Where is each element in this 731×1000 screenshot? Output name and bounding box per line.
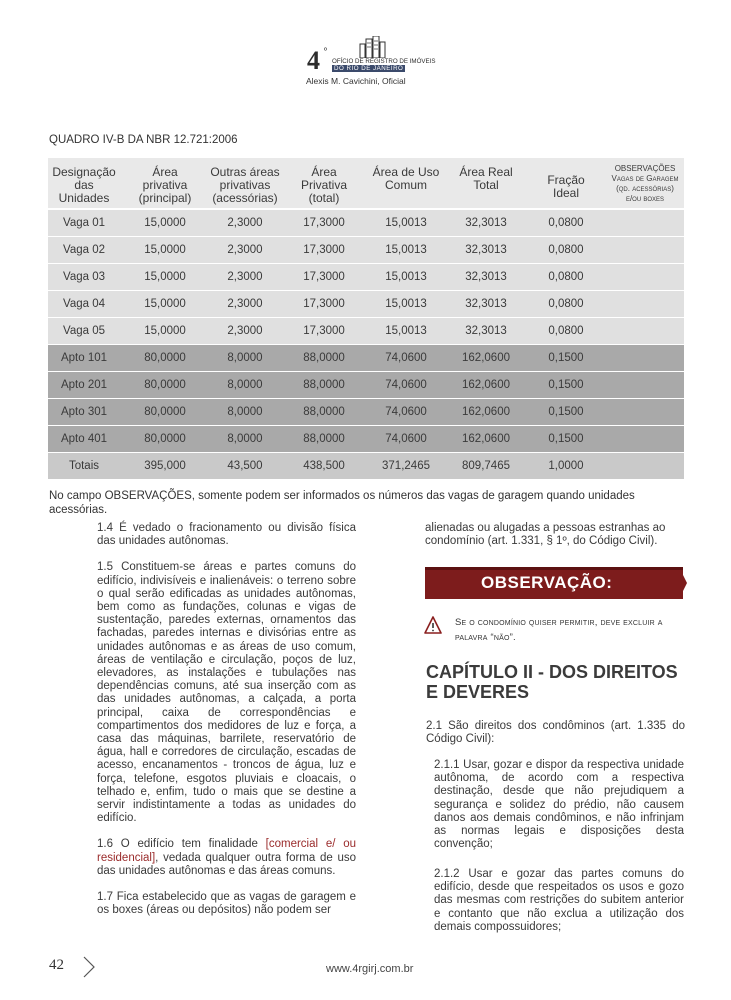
logo-ordinal: º <box>324 46 327 55</box>
cell-unit: Apto 201 <box>60 379 108 391</box>
cell-area-privativa-total: 88,0000 <box>303 433 345 445</box>
table-row <box>48 372 684 399</box>
cell-fracao-ideal: 0,0800 <box>548 271 584 283</box>
cell-outras-areas: 8,0000 <box>227 433 263 445</box>
paragraph-1-7-continuation: alienadas ou alugadas a pessoas estranhas ao condomínio (art. 1.331, § 1º, do Código Civil). <box>425 522 666 548</box>
cell-unit: Apto 101 <box>60 352 108 364</box>
cell-fracao-ideal: 1,0000 <box>548 460 584 472</box>
cell-area-privativa-total: 17,3000 <box>303 244 345 256</box>
cell-area-real-total: 32,3013 <box>465 244 507 256</box>
logo-tagline: Alexis M. Cavichini, Oficial <box>306 76 406 86</box>
cell-outras-areas: 8,0000 <box>227 379 263 391</box>
cell-unit: Totais <box>68 460 100 472</box>
cell-area-privativa: 15,0000 <box>144 325 186 337</box>
cell-area-real-total: 809,7465 <box>462 460 510 472</box>
cell-unit: Apto 401 <box>60 433 108 445</box>
cell-area-privativa: 80,0000 <box>144 406 186 418</box>
cell-area-real-total: 162,0600 <box>462 379 510 391</box>
table-note: No campo OBSERVAÇÕES, somente podem ser informados os números das vagas de garagem quando unidades acessórias. <box>49 490 635 516</box>
cell-area-uso-comum: 74,0600 <box>385 433 427 445</box>
table-row <box>48 210 684 237</box>
cell-unit: Vaga 05 <box>63 325 105 337</box>
cell-unit: Vaga 03 <box>63 271 105 283</box>
logo-number: 4 <box>307 46 320 75</box>
cell-fracao-ideal: 0,1500 <box>548 352 584 364</box>
cell-area-privativa: 80,0000 <box>144 433 186 445</box>
paragraph-2-1-1: 2.1.1 Usar, gozar e dispor da respectiva unidade autônoma, de acordo com a respectiva destinação, desde que não prejudiquem a segurança e solidez do prédio, não causem danos aos demais condôminos, e não infrinjam as normas legais e disposições desta convenção; <box>434 759 684 851</box>
header-outras-areas: Outras áreas privativas (acessórias) <box>210 165 280 205</box>
paragraph-2-1-2: 2.1.2 Usar e gozar das partes comuns do edifício, desde que respeitados os usos e gozo das mesmas com restrições do subitem anterior e contanto que não exclua a utilização dos demais compossuidores; <box>434 868 684 933</box>
cell-unit: Vaga 01 <box>63 217 105 229</box>
observacao-banner-label: OBSERVAÇÃO: <box>481 573 613 592</box>
table-row <box>48 291 684 318</box>
header-area-privativa: Área privativa (principal) <box>138 165 192 205</box>
table-header-row <box>48 158 684 210</box>
cell-area-privativa-total: 88,0000 <box>303 406 345 418</box>
warning-text: Se o condomínio quiser permitir, deve excluir a palavra “não”. <box>455 617 663 643</box>
cell-fracao-ideal: 0,0800 <box>548 325 584 337</box>
paragraph-1-7: 1.7 Fica estabelecido que as vagas de garagem e os boxes (áreas ou depósitos) não podem ser <box>97 891 356 917</box>
cell-fracao-ideal: 0,0800 <box>548 217 584 229</box>
cell-unit: Vaga 04 <box>63 298 105 310</box>
cell-area-privativa: 15,0000 <box>144 298 186 310</box>
chapter-title: CAPÍTULO II - DOS DIREITOS E DEVERES <box>426 662 678 702</box>
cell-area-real-total: 162,0600 <box>462 406 510 418</box>
paragraph-1-4: 1.4 É vedado o fracionamento ou divisão física das unidades autônomas. <box>97 522 356 548</box>
observacao-banner <box>425 567 683 599</box>
logo-line1: OFÍCIO DE REGISTRO DE IMÓVEIS <box>332 58 436 65</box>
cell-area-privativa-total: 17,3000 <box>303 298 345 310</box>
chevron-right-icon <box>82 955 96 979</box>
cell-fracao-ideal: 0,0800 <box>548 298 584 310</box>
footer-website: www.4rgirj.com.br <box>326 963 414 975</box>
cell-area-uso-comum: 74,0600 <box>385 406 427 418</box>
cell-outras-areas: 2,3000 <box>227 271 263 283</box>
cell-area-privativa: 395,000 <box>144 460 186 472</box>
header-area-real-total: Área Real Total <box>459 165 513 192</box>
logo-line2: DO RIO DE JANEIRO <box>334 65 404 72</box>
cell-fracao-ideal: 0,1500 <box>548 433 584 445</box>
cell-area-privativa-total: 17,3000 <box>303 271 345 283</box>
cell-outras-areas: 2,3000 <box>227 217 263 229</box>
table-row <box>48 318 684 345</box>
units-table <box>48 158 684 480</box>
header-designacao: Designação das Unidades <box>52 165 116 205</box>
cell-area-privativa-total: 88,0000 <box>303 352 345 364</box>
cell-area-privativa-total: 17,3000 <box>303 217 345 229</box>
finalidade-placeholder: [comercial e/ ou residencial] <box>97 838 356 864</box>
paragraph-2-1: 2.1 São direitos dos condôminos (art. 1.335 do Código Civil): <box>426 720 685 746</box>
cell-outras-areas: 2,3000 <box>227 298 263 310</box>
cell-area-real-total: 32,3013 <box>465 217 507 229</box>
cell-outras-areas: 8,0000 <box>227 352 263 364</box>
cell-area-real-total: 162,0600 <box>462 433 510 445</box>
cell-area-uso-comum: 371,2465 <box>382 460 430 472</box>
cell-area-uso-comum: 15,0013 <box>385 217 427 229</box>
registry-logo <box>300 36 436 88</box>
cell-area-uso-comum: 74,0600 <box>385 352 427 364</box>
cell-area-uso-comum: 15,0013 <box>385 298 427 310</box>
table-row <box>48 264 684 291</box>
header-fracao-ideal: Fração Ideal <box>547 173 585 200</box>
cell-outras-areas: 8,0000 <box>227 406 263 418</box>
cell-unit: Vaga 02 <box>63 244 105 256</box>
cell-fracao-ideal: 0,1500 <box>548 379 584 391</box>
header-observacoes: OBSERVAÇÕES Vagas de Garagem (qd. acessórias) e/ou boxes <box>611 164 679 203</box>
cell-area-privativa: 15,0000 <box>144 244 186 256</box>
cell-unit: Apto 301 <box>60 406 108 418</box>
cell-area-privativa-total: 17,3000 <box>303 325 345 337</box>
cell-outras-areas: 2,3000 <box>227 325 263 337</box>
cell-area-privativa: 80,0000 <box>144 379 186 391</box>
table-row <box>48 237 684 264</box>
building-icon <box>358 36 386 58</box>
table-body <box>48 210 684 480</box>
cell-fracao-ideal: 0,1500 <box>548 406 584 418</box>
warning-icon <box>424 616 442 634</box>
cell-area-real-total: 32,3013 <box>465 271 507 283</box>
cell-outras-areas: 2,3000 <box>227 244 263 256</box>
table-row <box>48 426 684 453</box>
cell-area-uso-comum: 74,0600 <box>385 379 427 391</box>
cell-area-privativa: 80,0000 <box>144 352 186 364</box>
page-number: 42 <box>49 957 64 973</box>
paragraph-1-6: 1.6 O edifício tem finalidade [comercial e/ ou residencial], vedada qualquer outra forma de uso das unidades autônomas e das áreas comuns. <box>97 838 356 877</box>
cell-fracao-ideal: 0,0800 <box>548 244 584 256</box>
cell-area-uso-comum: 15,0013 <box>385 244 427 256</box>
cell-area-privativa: 15,0000 <box>144 271 186 283</box>
table-row <box>48 345 684 372</box>
cell-area-real-total: 32,3013 <box>465 325 507 337</box>
cell-area-privativa: 15,0000 <box>144 217 186 229</box>
cell-area-privativa-total: 88,0000 <box>303 379 345 391</box>
header-area-privativa-total: Área Privativa (total) <box>300 165 347 205</box>
paragraph-1-5: 1.5 Constituem-se áreas e partes comuns do edifício, indivisíveis e inalienáveis: o terreno sobre o qual serão edificadas as unidades autônomas, bem como as fundações, colunas e vigas de sustentação, paredes externas, ornamentos das fachadas, paredes internas e divisórias entre as unidades autônomas e as áreas de uso comum, áreas de ventilação e circulação, poços de luz, elevadores, as instalações e tubulações nas dependências comuns, até sua inserção com as das unidades autônomas, a calçada, a porta principal, caixa de correspondências e compartimentos dos medidores de luz e força, a casa das máquinas, barrilete, reservatório de água, hall e corredores de circulação, escadas de acesso, encanamentos - troncos de água, luz e força, telefone, esgotos pluviais e cloacais, o telhado e, enfim, tudo o mais que se destine a servir indistintamente a todas as unidades do edifício. <box>97 561 356 825</box>
cell-area-privativa-total: 438,500 <box>303 460 345 472</box>
table-title: QUADRO IV-B DA NBR 12.721:2006 <box>49 134 238 146</box>
table-row <box>48 399 684 426</box>
header-area-uso-comum: Área de Uso Comum <box>372 165 440 192</box>
cell-outras-areas: 43,500 <box>227 460 263 472</box>
cell-area-real-total: 162,0600 <box>462 352 510 364</box>
left-column <box>97 522 356 930</box>
cell-area-real-total: 32,3013 <box>465 298 507 310</box>
cell-area-uso-comum: 15,0013 <box>385 271 427 283</box>
table-totals-row <box>48 453 684 480</box>
cell-area-uso-comum: 15,0013 <box>385 325 427 337</box>
